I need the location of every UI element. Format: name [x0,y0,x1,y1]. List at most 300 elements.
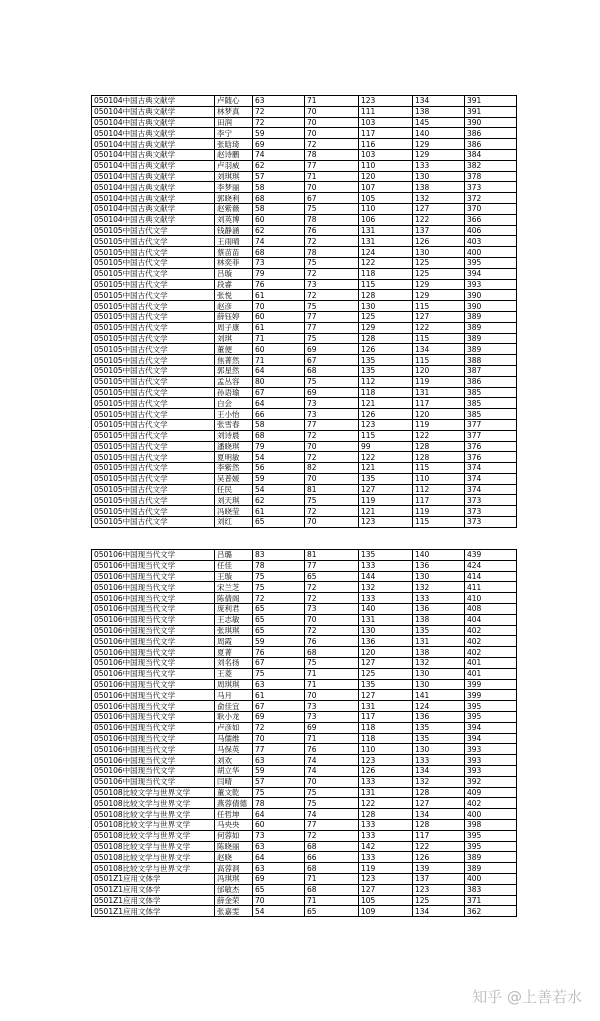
cell-score-subject2: 136 [413,711,465,722]
cell-major: 050105中国古代文学 [92,322,215,333]
cell-score-subject1: 118 [359,722,413,733]
cell-score-subject2: 136 [413,560,465,571]
cell-score-subject1: 131 [359,614,413,625]
cell-score-subject2: 130 [413,679,465,690]
cell-score-politics: 60 [253,819,305,830]
cell-score-language: 82 [305,463,359,474]
cell-score-language: 70 [305,690,359,701]
table-row [92,171,517,182]
cell-score-subject2: 135 [413,722,465,733]
table-row [92,193,517,204]
cell-score-politics: 65 [253,884,305,895]
table-row [92,560,517,571]
cell-score-language: 71 [305,895,359,906]
cell-score-language: 81 [305,550,359,561]
cell-score-language: 70 [305,128,359,139]
cell-name: 白会 [215,398,253,409]
cell-score-subject2: 134 [413,809,465,820]
cell-score-subject1: 118 [359,387,413,398]
cell-score-total: 389 [465,863,517,874]
cell-score-language: 73 [305,711,359,722]
table-row [92,906,517,917]
cell-score-language: 71 [305,96,359,107]
cell-score-subject2: 139 [413,863,465,874]
cell-major: 050105中国古代文学 [92,398,215,409]
cell-score-language: 70 [305,106,359,117]
cell-score-total: 391 [465,106,517,117]
cell-score-language: 78 [305,214,359,225]
cell-score-total: 395 [465,711,517,722]
cell-score-politics: 65 [253,603,305,614]
cell-name: 刘名扬 [215,657,253,668]
table-row [92,852,517,863]
cell-score-subject1: 122 [359,798,413,809]
cell-score-subject2: 131 [413,387,465,398]
cell-score-subject1: 133 [359,593,413,604]
cell-score-subject2: 126 [413,852,465,863]
table-row [92,344,517,355]
cell-score-subject1: 122 [359,257,413,268]
table-row [92,236,517,247]
cell-score-language: 74 [305,765,359,776]
cell-score-subject1: 132 [359,582,413,593]
cell-score-total: 385 [465,409,517,420]
cell-major: 050104中国古典文献学 [92,214,215,225]
cell-major: 050104中国古典文献学 [92,203,215,214]
cell-score-total: 403 [465,236,517,247]
cell-score-politics: 79 [253,268,305,279]
cell-major: 050106中国现当代文学 [92,701,215,712]
cell-score-subject1: 133 [359,819,413,830]
cell-score-language: 65 [305,906,359,917]
cell-score-subject1: 133 [359,852,413,863]
cell-name: 张晗琦 [215,139,253,150]
cell-major: 050105中国古代文学 [92,355,215,366]
cell-score-subject2: 135 [413,733,465,744]
cell-score-language: 70 [305,182,359,193]
cell-score-language: 68 [305,647,359,658]
cell-major: 050106中国现当代文学 [92,614,215,625]
cell-major: 050104中国古典文献学 [92,96,215,107]
cell-score-language: 74 [305,809,359,820]
cell-major: 050106中国现当代文学 [92,571,215,582]
cell-score-subject1: 115 [359,279,413,290]
cell-score-subject2: 120 [413,409,465,420]
cell-major: 050106中国现当代文学 [92,711,215,722]
table-row [92,473,517,484]
table-row [92,809,517,820]
cell-score-total: 388 [465,355,517,366]
cell-score-total: 411 [465,582,517,593]
cell-major: 050106中国现当代文学 [92,679,215,690]
cell-major: 050106中国现当代文学 [92,582,215,593]
cell-score-total: 373 [465,495,517,506]
cell-name: 王志敏 [215,614,253,625]
cell-score-total: 399 [465,690,517,701]
cell-major: 050106中国现当代文学 [92,560,215,571]
cell-name: 俞佳宜 [215,701,253,712]
cell-score-total: 372 [465,193,517,204]
table-row [92,863,517,874]
table-row [92,517,517,528]
cell-score-total: 390 [465,290,517,301]
table-row [92,484,517,495]
cell-major: 050105中国古代文学 [92,236,215,247]
cell-score-subject1: 123 [359,755,413,766]
table-row [92,755,517,766]
cell-score-language: 73 [305,398,359,409]
cell-score-politics: 69 [253,711,305,722]
cell-score-subject1: 122 [359,452,413,463]
cell-score-subject2: 115 [413,355,465,366]
cell-score-politics: 79 [253,441,305,452]
table-row [92,582,517,593]
cell-major: 050105中国古代文学 [92,387,215,398]
cell-score-language: 72 [305,430,359,441]
cell-major: 050104中国古典文献学 [92,117,215,128]
cell-score-subject2: 127 [413,203,465,214]
cell-score-total: 393 [465,765,517,776]
cell-major: 0501Z1应用文体学 [92,895,215,906]
cell-name: 董便 [215,344,253,355]
cell-score-total: 389 [465,333,517,344]
cell-score-language: 68 [305,365,359,376]
cell-score-total: 409 [465,787,517,798]
cell-name: 孙语瑜 [215,387,253,398]
cell-score-subject2: 115 [413,463,465,474]
watermark: 知乎 @上善若水 [472,988,582,1006]
cell-score-language: 77 [305,322,359,333]
cell-score-total: 410 [465,593,517,604]
table-row [92,441,517,452]
cell-name: 林梦真 [215,106,253,117]
cell-major: 050105中国古代文学 [92,333,215,344]
cell-score-subject2: 122 [413,322,465,333]
cell-major: 050104中国古典文献学 [92,106,215,117]
cell-major: 050108比较文学与世界文学 [92,787,215,798]
cell-score-politics: 59 [253,636,305,647]
cell-score-subject2: 125 [413,257,465,268]
cell-name: 周子康 [215,322,253,333]
cell-score-total: 383 [465,884,517,895]
cell-major: 050106中国现当代文学 [92,668,215,679]
cell-score-total: 389 [465,852,517,863]
table-row [92,96,517,107]
cell-score-language: 69 [305,722,359,733]
cell-name: 何蓉如 [215,830,253,841]
cell-score-total: 424 [465,560,517,571]
cell-score-subject1: 144 [359,571,413,582]
cell-score-subject1: 127 [359,690,413,701]
cell-score-language: 71 [305,679,359,690]
cell-score-subject2: 130 [413,668,465,679]
cell-name: 闫晴 [215,776,253,787]
cell-score-total: 393 [465,744,517,755]
table-row [92,679,517,690]
cell-score-language: 77 [305,311,359,322]
cell-score-subject2: 120 [413,365,465,376]
cell-score-subject1: 105 [359,895,413,906]
cell-score-subject2: 122 [413,430,465,441]
cell-score-subject1: 110 [359,744,413,755]
cell-major: 050105中国古代文学 [92,376,215,387]
cell-score-subject1: 111 [359,106,413,117]
cell-score-subject2: 117 [413,495,465,506]
cell-score-total: 378 [465,171,517,182]
cell-score-subject1: 109 [359,906,413,917]
cell-score-subject1: 103 [359,117,413,128]
cell-score-total: 390 [465,117,517,128]
table-row [92,873,517,884]
cell-score-language: 73 [305,409,359,420]
cell-score-subject1: 107 [359,182,413,193]
cell-name: 刘诗晨 [215,430,253,441]
cell-score-subject2: 133 [413,593,465,604]
cell-score-total: 376 [465,441,517,452]
cell-score-politics: 76 [253,647,305,658]
cell-score-total: 395 [465,701,517,712]
cell-major: 050106中国现当代文学 [92,603,215,614]
cell-score-politics: 60 [253,344,305,355]
cell-score-politics: 67 [253,387,305,398]
cell-name: 夏明敏 [215,452,253,463]
cell-name: 薛金荣 [215,895,253,906]
cell-score-subject2: 137 [413,873,465,884]
cell-score-subject2: 137 [413,225,465,236]
cell-major: 050108比较文学与世界文学 [92,819,215,830]
table-row [92,117,517,128]
cell-score-language: 71 [305,873,359,884]
cell-major: 050105中国古代文学 [92,365,215,376]
cell-score-subject2: 129 [413,149,465,160]
cell-score-subject2: 138 [413,614,465,625]
cell-score-total: 371 [465,895,517,906]
cell-name: 蔡苗苗 [215,247,253,258]
cell-score-subject1: 127 [359,884,413,895]
cell-score-total: 376 [465,452,517,463]
table-row [92,355,517,366]
cell-score-subject1: 110 [359,203,413,214]
cell-score-subject2: 115 [413,301,465,312]
cell-name: 刘天琪 [215,495,253,506]
cell-score-total: 402 [465,798,517,809]
cell-score-subject2: 119 [413,506,465,517]
cell-score-total: 395 [465,830,517,841]
table-row [92,647,517,658]
cell-score-subject1: 130 [359,301,413,312]
cell-major: 050106中国现当代文学 [92,647,215,658]
cell-score-subject1: 135 [359,550,413,561]
cell-score-subject2: 119 [413,419,465,430]
cell-name: 薛钰婷 [215,311,253,322]
cell-major: 050104中国古典文献学 [92,171,215,182]
cell-score-politics: 59 [253,128,305,139]
table-row [92,398,517,409]
cell-score-total: 386 [465,139,517,150]
cell-score-subject2: 140 [413,550,465,561]
cell-score-language: 76 [305,744,359,755]
table-row [92,603,517,614]
cell-score-politics: 60 [253,311,305,322]
cell-name: 陈倩阁 [215,593,253,604]
cell-name: 冯琪琪 [215,873,253,884]
cell-score-subject1: 115 [359,430,413,441]
cell-score-subject2: 130 [413,571,465,582]
cell-score-subject2: 129 [413,279,465,290]
table-row [92,311,517,322]
cell-score-subject1: 110 [359,160,413,171]
cell-score-politics: 63 [253,863,305,874]
table-row [92,765,517,776]
cell-major: 050105中国古代文学 [92,225,215,236]
table-row [92,257,517,268]
cell-score-subject2: 128 [413,452,465,463]
table-row [92,279,517,290]
table-row [92,268,517,279]
table-row [92,668,517,679]
cell-score-subject2: 127 [413,798,465,809]
cell-score-politics: 72 [253,106,305,117]
cell-name: 赵晓 [215,852,253,863]
table-row [92,776,517,787]
table-row [92,830,517,841]
cell-name: 张雪春 [215,419,253,430]
table-row [92,301,517,312]
table-row [92,593,517,604]
cell-score-politics: 64 [253,852,305,863]
cell-score-total: 392 [465,776,517,787]
cell-score-subject1: 106 [359,214,413,225]
cell-score-politics: 62 [253,495,305,506]
table-row [92,571,517,582]
cell-name: 耿小龙 [215,711,253,722]
table-row [92,701,517,712]
cell-major: 050108比较文学与世界文学 [92,841,215,852]
cell-score-politics: 83 [253,550,305,561]
table-row [92,657,517,668]
table-row [92,333,517,344]
cell-score-subject2: 125 [413,895,465,906]
cell-score-subject1: 120 [359,171,413,182]
cell-name: 田润 [215,117,253,128]
cell-score-politics: 62 [253,225,305,236]
cell-score-language: 72 [305,452,359,463]
cell-major: 050105中国古代文学 [92,311,215,322]
cell-score-language: 73 [305,701,359,712]
cell-major: 050105中国古代文学 [92,441,215,452]
cell-name: 郭星然 [215,365,253,376]
cell-score-total: 385 [465,398,517,409]
cell-score-politics: 66 [253,409,305,420]
cell-score-subject2: 129 [413,139,465,150]
cell-score-language: 75 [305,657,359,668]
cell-major: 0501Z1应用文体学 [92,884,215,895]
table-row [92,214,517,225]
cell-score-politics: 76 [253,279,305,290]
cell-score-total: 398 [465,819,517,830]
table-row [92,290,517,301]
cell-score-subject2: 133 [413,160,465,171]
cell-score-language: 70 [305,117,359,128]
cell-score-politics: 75 [253,571,305,582]
table-row [92,322,517,333]
cell-score-language: 76 [305,636,359,647]
cell-name: 冯晓莹 [215,506,253,517]
cell-major: 050106中国现当代文学 [92,593,215,604]
cell-major: 050106中国现当代文学 [92,755,215,766]
cell-major: 050105中国古代文学 [92,344,215,355]
cell-name: 卢彦如 [215,722,253,733]
cell-major: 050104中国古典文献学 [92,182,215,193]
cell-score-language: 78 [305,247,359,258]
cell-score-politics: 61 [253,506,305,517]
cell-score-subject1: 133 [359,560,413,571]
cell-major: 050105中国古代文学 [92,463,215,474]
cell-score-subject1: 128 [359,333,413,344]
cell-score-politics: 74 [253,236,305,247]
cell-score-subject2: 134 [413,344,465,355]
cell-score-language: 66 [305,852,359,863]
cell-score-politics: 59 [253,473,305,484]
cell-score-subject1: 136 [359,636,413,647]
table-row [92,711,517,722]
cell-score-subject1: 135 [359,473,413,484]
cell-score-subject2: 117 [413,830,465,841]
cell-name: 高蓉洞 [215,863,253,874]
cell-score-language: 81 [305,484,359,495]
cell-score-politics: 71 [253,333,305,344]
cell-score-subject1: 121 [359,463,413,474]
cell-score-politics: 56 [253,463,305,474]
table-row [92,690,517,701]
cell-name: 王小怡 [215,409,253,420]
score-table-2 [91,549,517,917]
cell-score-total: 389 [465,322,517,333]
cell-score-total: 394 [465,722,517,733]
cell-score-subject2: 128 [413,819,465,830]
cell-score-subject2: 112 [413,484,465,495]
cell-score-subject2: 129 [413,290,465,301]
cell-score-subject1: 118 [359,733,413,744]
table-row [92,625,517,636]
cell-score-subject2: 133 [413,755,465,766]
cell-score-politics: 67 [253,701,305,712]
cell-major: 050106中国现当代文学 [92,636,215,647]
cell-major: 050105中国古代文学 [92,279,215,290]
table-row [92,128,517,139]
cell-name: 潘晓琪 [215,441,253,452]
cell-score-total: 393 [465,755,517,766]
table-row [92,495,517,506]
cell-name: 刘英博 [215,214,253,225]
table-row [92,247,517,258]
cell-score-politics: 65 [253,625,305,636]
cell-score-subject1: 129 [359,322,413,333]
cell-name: 马月 [215,690,253,701]
cell-major: 050105中国古代文学 [92,268,215,279]
cell-name: 赵紫薇 [215,203,253,214]
cell-score-politics: 59 [253,765,305,776]
cell-score-politics: 54 [253,452,305,463]
cell-score-politics: 68 [253,430,305,441]
cell-score-total: 400 [465,873,517,884]
cell-score-language: 69 [305,344,359,355]
cell-score-subject1: 133 [359,776,413,787]
cell-name: 夏菁 [215,647,253,658]
cell-score-subject1: 131 [359,787,413,798]
cell-score-subject2: 130 [413,744,465,755]
cell-score-total: 370 [465,203,517,214]
